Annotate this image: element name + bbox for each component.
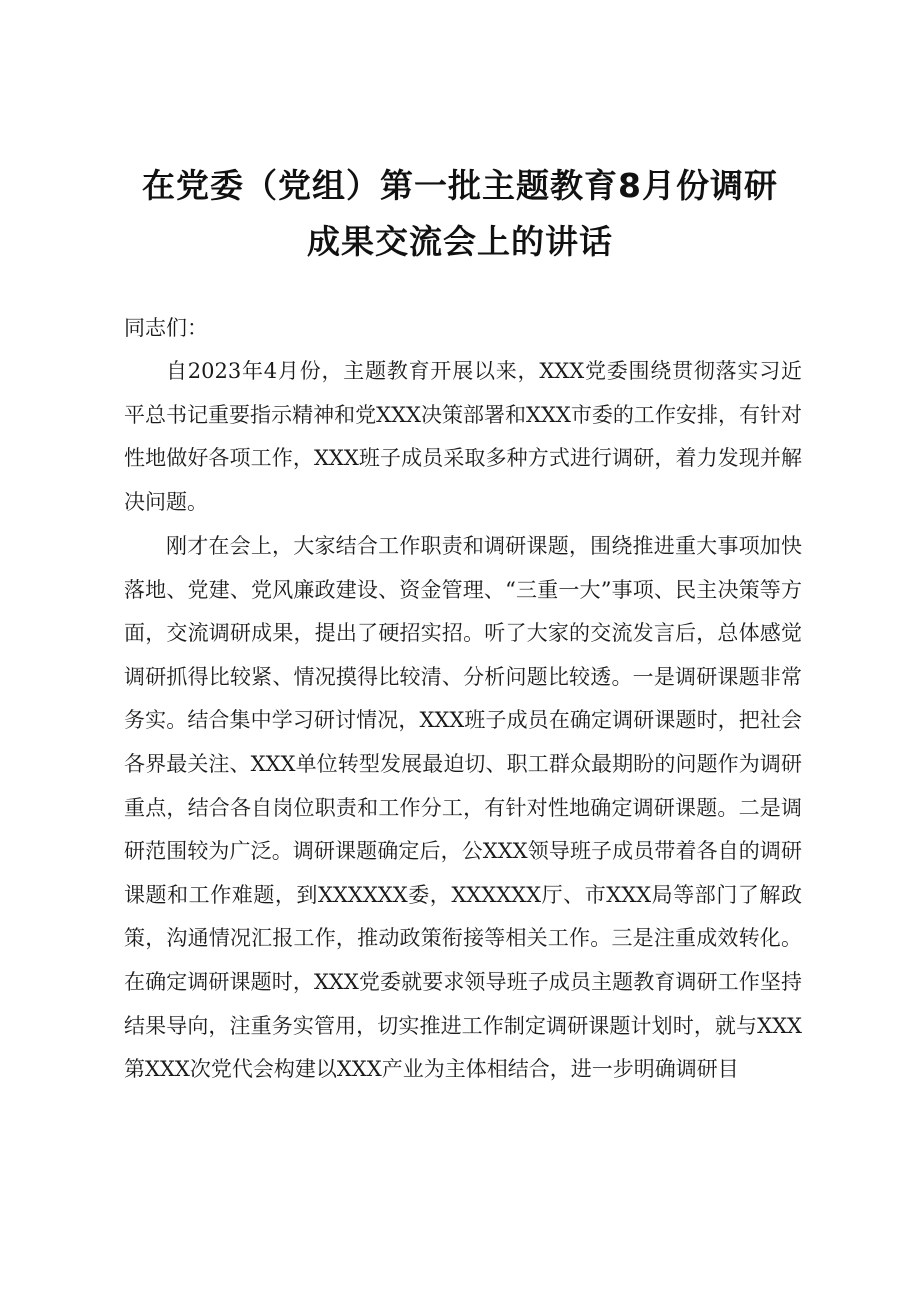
salutation: 同志们： xyxy=(124,316,208,340)
document-title-line-2: 成果交流会上的讲话 xyxy=(307,222,613,261)
document-title-line-1: 在党委（党组）第一批主题教育8月份调研 xyxy=(142,166,778,205)
paragraph-1: 自2023年4月份，主题教育开展以来，XXX党委围绕贯彻落实习近平总书记重要指示精神和党XXX决策部署和XXX市委的工作安排，有针对性地做好各项工作，XXX班子成员采取多种方式进行调研，着力发现并解决问题。 xyxy=(124,359,802,514)
paragraph-2: 刚才在会上，大家结合工作职责和调研课题，围绕推进重大事项加快落地、党建、党风廉政建设、资金管理、“三重一大”事项、民主决策等方面，交流调研成果，提出了硬招实招。听了大家的交流发言后，总体感觉调研抓得比较紧、情况摸得比较清、分析问题比较透。一是调研课题非常务实。结合集中学习研讨情况，XXX班子成员在确定调研课题时，把社会各界最关注、XXX单位转型发展最迫切、职工群众最期盼的问题作为调研重点，结合各自岗位职责和工作分工，有针对性地确定调研课题。二是调研范围较为广泛。调研课题确定后，公XXX领导班子成员带着各自的调研课题和工作难题，到XXXXXX委，XXXXXX厅、市XXX局等部门了解政策，沟通情况汇报工作，推动政策衔接等相关工作。三是注重成效转化。在确定调研课题时，XXX党委就要求领导班子成员主题教育调研工作坚持结果导向，注重务实管用，切实推进工作制定调研课题计划时，就与XXX第XXX次党代会构建以XXX产业为主体相结合，进一步明确调研目 xyxy=(124,534,802,1082)
